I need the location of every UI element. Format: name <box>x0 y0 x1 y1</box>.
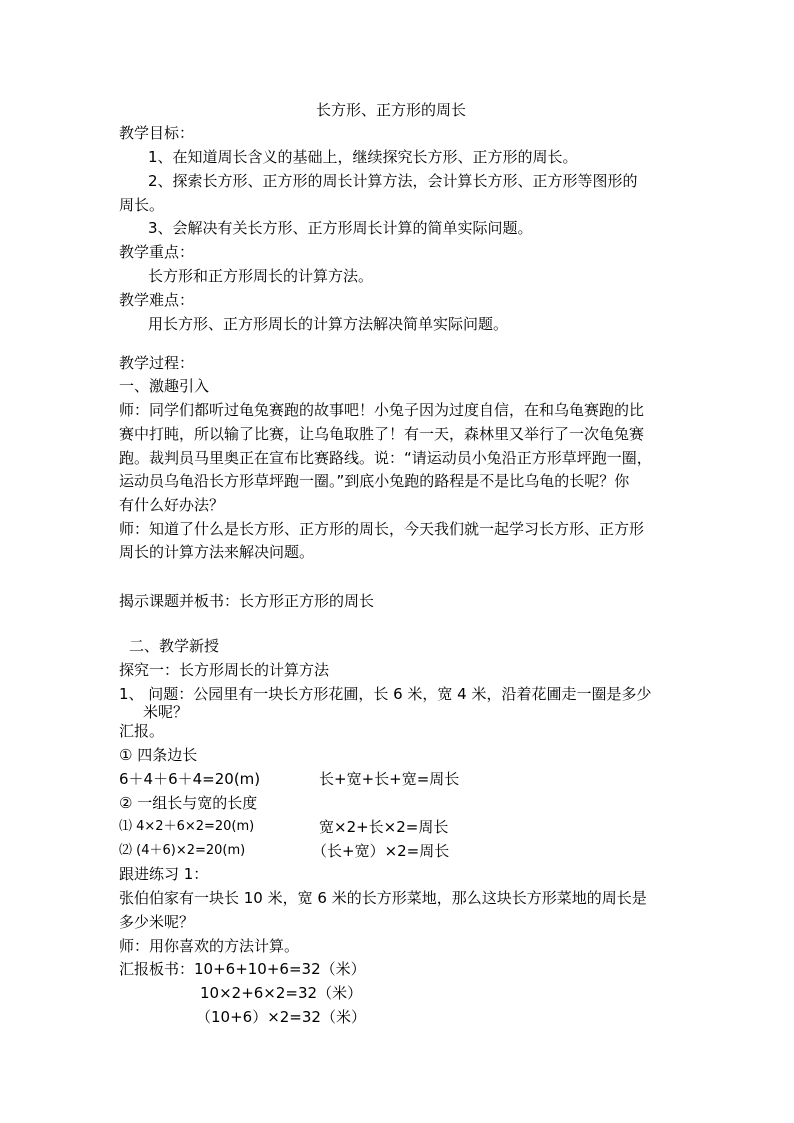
goals-heading: 教学目标： <box>119 124 195 142</box>
question-1-line-2: 米呢？ <box>143 703 189 721</box>
process-heading: 教学过程： <box>119 354 195 372</box>
part1-heading: 一、激趣引入 <box>119 377 210 395</box>
board-line-2: 10×2+6×2=32（米） <box>200 984 363 1002</box>
report-line: 汇报。 <box>119 722 165 740</box>
method-1-formula: 长+宽+长+宽=周长 <box>319 770 460 788</box>
method-2b-calc: ⑵ (4＋6)×2=20(m) <box>119 843 246 858</box>
method-2a-calc: ⑴ 4×2＋6×2=20(m) <box>119 819 255 834</box>
goal-2-line-1: 2、探索长方形、正方形的周长计算方法，会计算长方形、正方形等图形的 <box>148 172 638 190</box>
key-text: 长方形和正方形周长的计算方法。 <box>148 267 374 285</box>
difficulty-text: 用长方形、正方形周长的计算方法解决简单实际问题。 <box>148 315 509 333</box>
doc-title: 长方形、正方形的周长 <box>316 101 467 119</box>
explore1-heading: 探究一：长方形周长的计算方法 <box>119 661 330 679</box>
intro-line-6: 师：知道了什么是长方形、正方形的周长，今天我们就一起学习长方形、正方形 <box>119 520 645 538</box>
difficulty-heading: 教学难点： <box>119 291 195 309</box>
practice-heading: 跟进练习 1： <box>119 865 209 883</box>
intro-line-4: 运动员乌龟沿长方形草坪跑一圈。”到底小兔跑的路程是不是比乌龟的长呢？你 <box>119 472 630 490</box>
reveal-line: 揭示课题并板书：长方形正方形的周长 <box>119 592 375 610</box>
key-heading: 教学重点： <box>119 243 195 261</box>
practice-line-2: 多少米呢？ <box>119 913 195 931</box>
intro-line-3: 跑。裁判员马里奥正在宣布比赛路线。说：“请运动员小兔沿正方形草坪跑一圈， <box>119 449 652 467</box>
goal-2-line-2: 周长。 <box>119 196 165 214</box>
intro-line-2: 赛中打盹，所以输了比赛，让乌龟取胜了！有一天，森林里又举行了一次龟兔赛 <box>119 425 645 443</box>
goal-1: 1、在知道周长含义的基础上，继续探究长方形、正方形的周长。 <box>148 148 578 166</box>
method-2b-formula: （长+宽）×2=周长 <box>312 842 450 860</box>
board-line-3: （10+6）×2=32（米） <box>196 1008 366 1026</box>
intro-line-7: 周长的计算方法来解决问题。 <box>119 543 315 561</box>
part2-heading: 二、教学新授 <box>129 637 220 655</box>
method-1-label: ① 四条边长 <box>119 746 198 764</box>
method-2a-formula: 宽×2+长×2=周长 <box>319 818 449 836</box>
goal-3: 3、会解决有关长方形、正方形周长计算的简单实际问题。 <box>148 219 533 237</box>
method-1-calc: 6＋4＋6＋4=20(m) <box>119 770 261 788</box>
question-1-line-1: 1、 问题：公园里有一块长方形花圃，长 6 米，宽 4 米，沿着花圃走一圈是多少 <box>119 685 652 703</box>
teacher-prompt: 师：用你喜欢的方法计算。 <box>119 937 300 955</box>
method-2-label: ② 一组长与宽的长度 <box>119 794 258 812</box>
intro-line-1: 师：同学们都听过龟兔赛跑的故事吧！小兔子因为过度自信，在和乌龟赛跑的比 <box>119 401 645 419</box>
practice-line-1: 张伯伯家有一块长 10 米，宽 6 米的长方形菜地，那么这块长方形菜地的周长是 <box>119 889 647 907</box>
intro-line-5: 有什么好办法？ <box>119 496 225 514</box>
board-line-1: 汇报板书：10+6+10+6=32（米） <box>119 960 366 978</box>
